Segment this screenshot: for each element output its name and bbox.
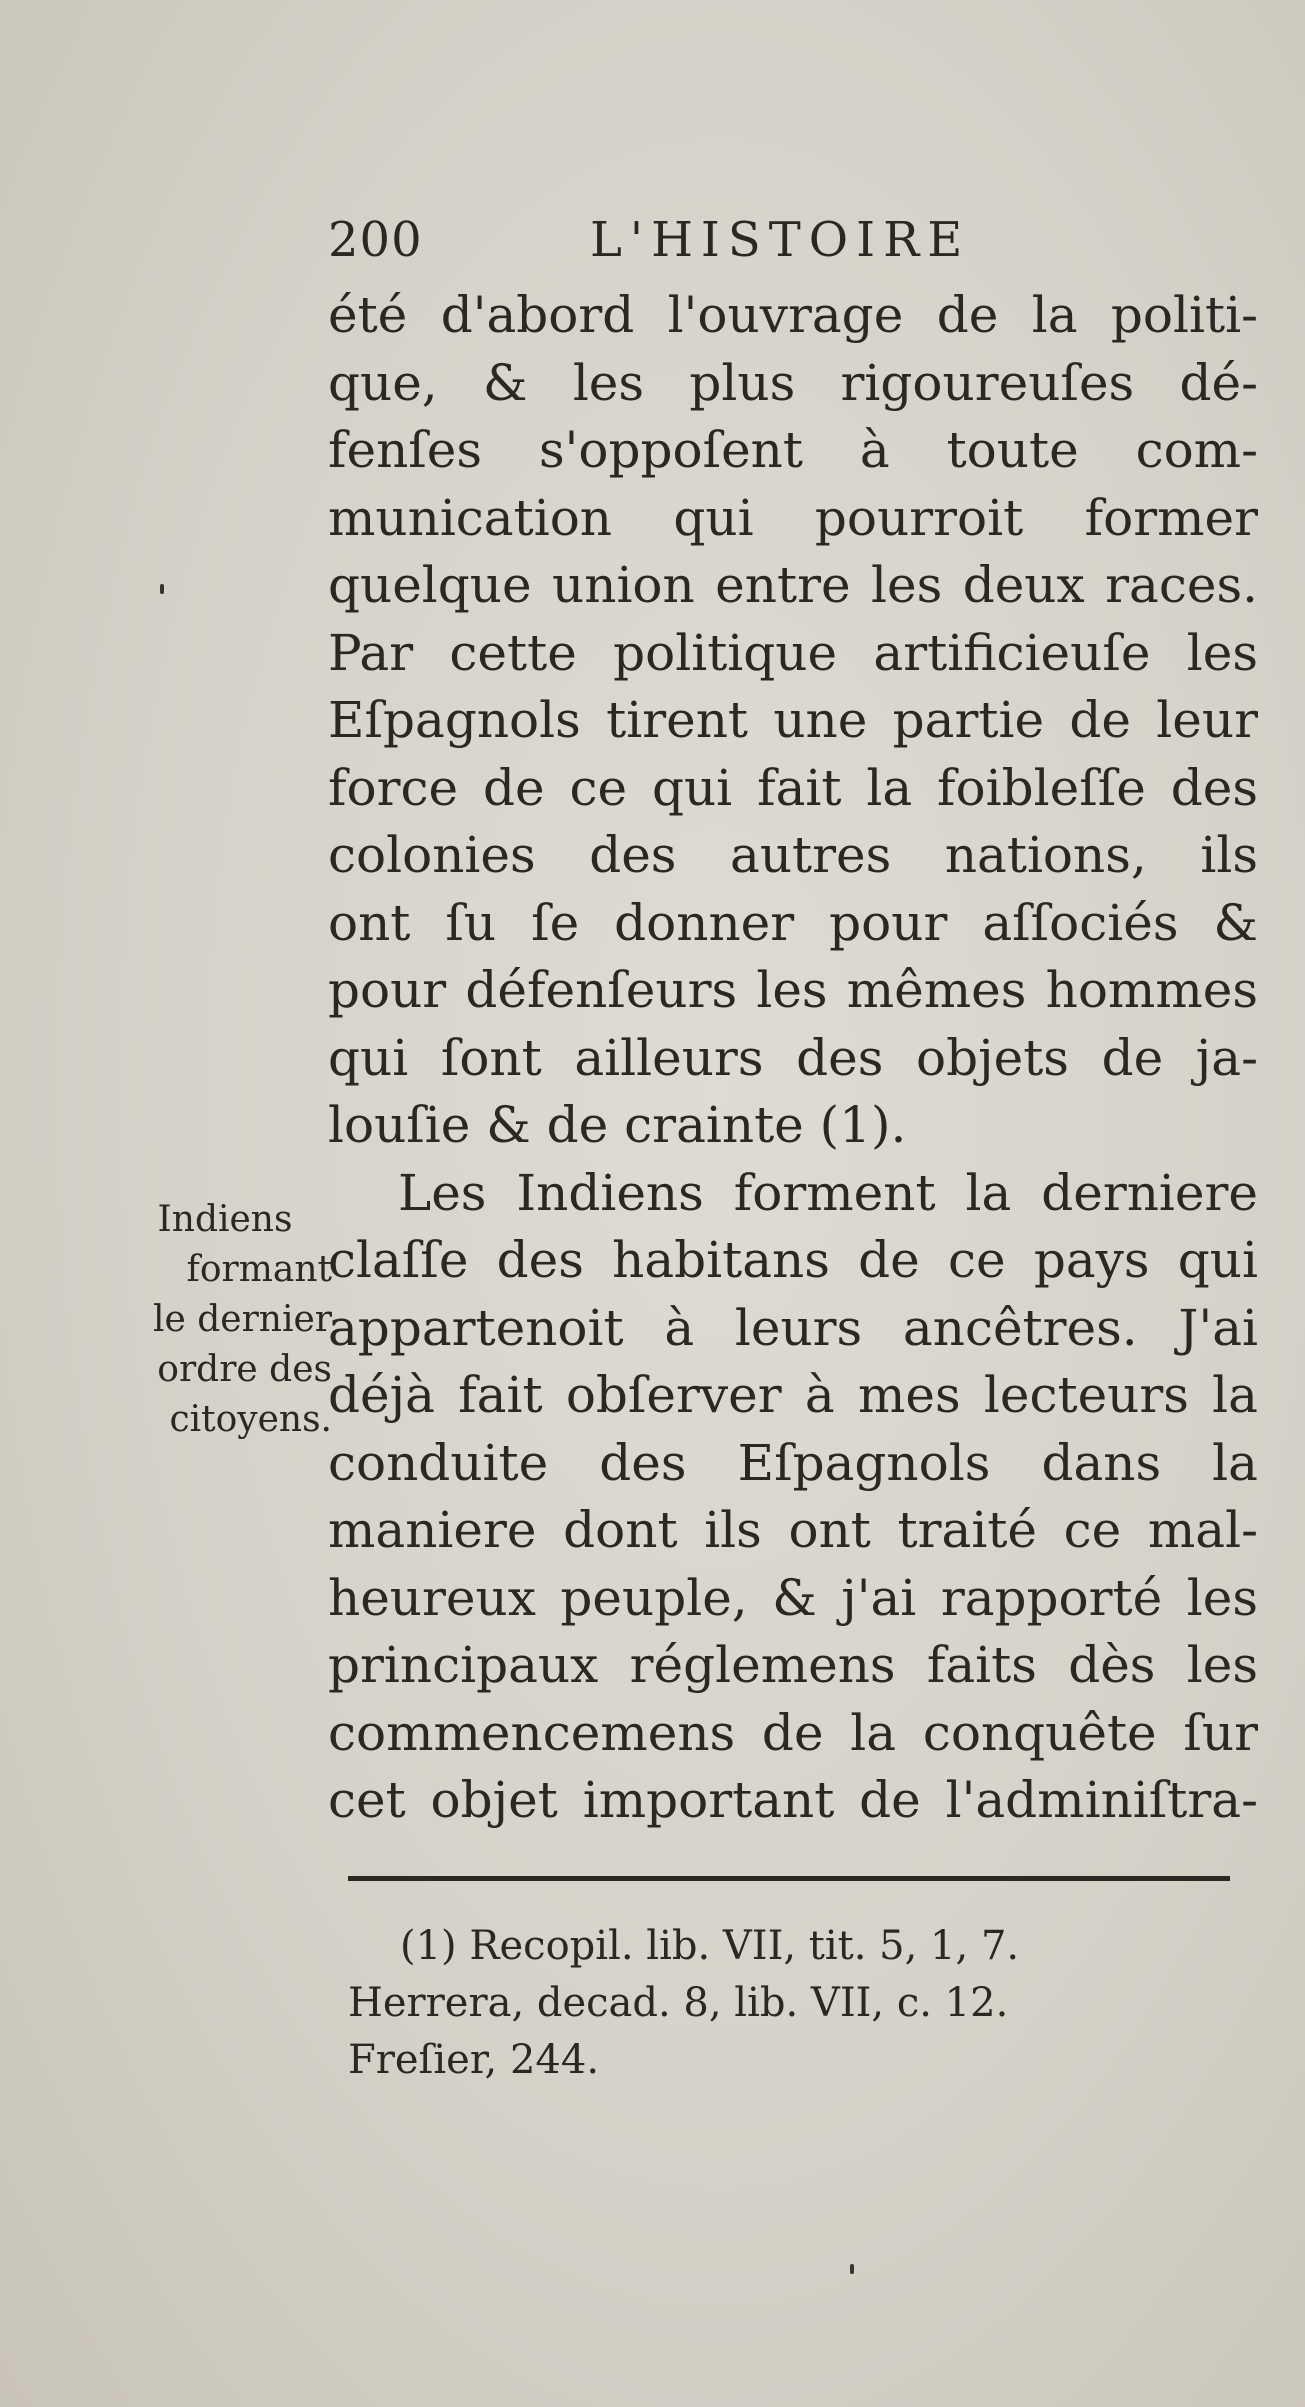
text-line: principaux réglemens faits dès les <box>328 1636 1258 1694</box>
text-line: ont ſu ſe donner pour aſſociés & <box>328 893 1258 952</box>
footnote-line: (1) Recopil. lib. VII, tit. 5, 1, 7. <box>400 1923 1020 1969</box>
text-line: heureux peuple, & j'ai rapporté les <box>328 1568 1258 1627</box>
text-line: Par cette politique artificieuſe les <box>328 623 1258 682</box>
text-line: maniere dont ils ont traité ce mal- <box>328 1501 1258 1559</box>
margin-note-line: Indiens <box>157 1199 293 1240</box>
page-header <box>328 212 1258 282</box>
text-line: qui ſont ailleurs des objets de ja- <box>328 1028 1258 1087</box>
paper-speck <box>160 584 164 594</box>
running-title: L'HISTOIRE <box>590 212 971 268</box>
text-line: appartenoit à leurs ancêtres. J'ai <box>328 1298 1258 1357</box>
margin-note-line: ordre des <box>157 1349 332 1390</box>
margin-note-line: formant <box>186 1249 332 1290</box>
text-line: louſie & de crainte (1). <box>328 1096 907 1154</box>
text-line: colonies des autres nations, ils <box>328 826 1258 884</box>
footnote-line: Herrera, decad. 8, lib. VII, c. 12. <box>348 1980 1009 2026</box>
text-line: force de ce qui fait la foibleſſe des <box>328 758 1258 817</box>
page-number: 200 <box>328 212 423 268</box>
paragraph-start-line: Les Indiens forment la derniere <box>398 1163 1258 1222</box>
footnote-line: Freſier, 244. <box>348 2037 600 2083</box>
text-line: quelque union entre les deux races. <box>328 556 1258 614</box>
margin-note-line: le dernier <box>152 1299 332 1340</box>
text-line: Eſpagnols tirent une partie de leur <box>328 691 1258 749</box>
text-line: munication qui pourroit former <box>328 488 1258 547</box>
margin-note-line: citoyens. <box>169 1399 332 1440</box>
text-line: cet objet important de l'adminiſtra- <box>328 1771 1258 1829</box>
main-text <box>328 282 1258 1835</box>
text-line: déjà fait obſerver à mes lecteurs la <box>328 1366 1258 1424</box>
text-line: commencemens de la conquête ſur <box>328 1703 1258 1762</box>
margin-note <box>118 1195 332 1445</box>
text-line: pour défenſeurs les mêmes hommes <box>328 961 1258 1019</box>
footnote-rule <box>348 1876 1230 1881</box>
footnote <box>348 1918 1258 2089</box>
text-line: fenſes s'oppoſent à toute com- <box>328 421 1258 479</box>
text-line: que, & les plus rigoureuſes dé- <box>328 353 1258 412</box>
text-line: été d'abord l'ouvrage de la politi- <box>328 286 1258 344</box>
paper-speck <box>850 2264 854 2274</box>
text-line: conduite des Eſpagnols dans la <box>328 1433 1258 1492</box>
text-line: claſſe des habitans de ce pays qui <box>328 1231 1258 1289</box>
